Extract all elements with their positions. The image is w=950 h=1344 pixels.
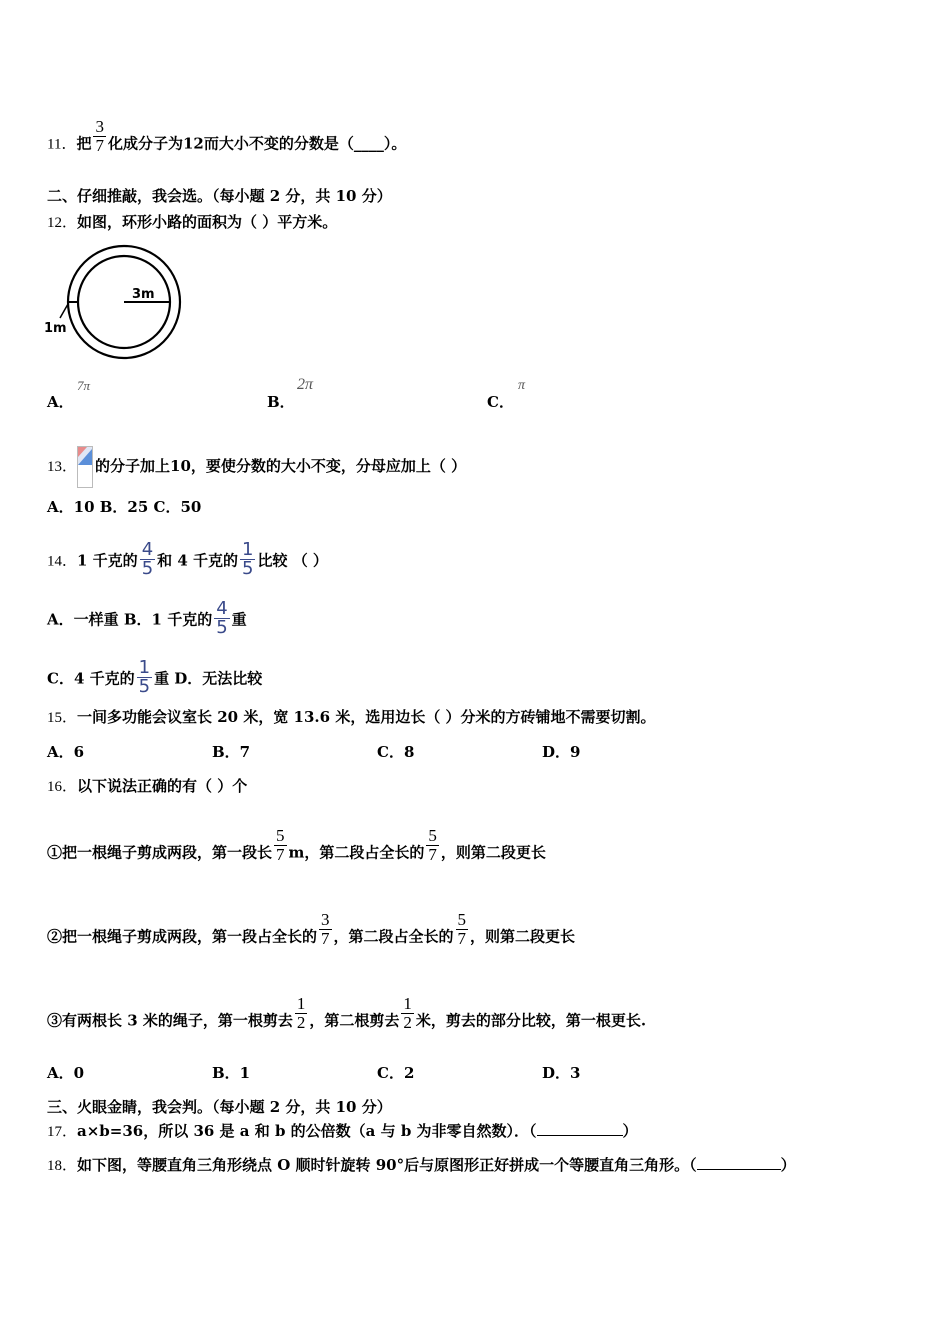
q12-option-b[interactable]: B．	[267, 393, 295, 411]
q16-statement-2	[47, 910, 576, 956]
statement-text: ，则第二段更长	[470, 927, 576, 946]
q14-option-ab-text: A．一样重 B．1 千克的	[47, 610, 213, 629]
q16-statement-1	[47, 826, 546, 872]
q15-option-a[interactable]: A．6	[47, 743, 85, 761]
fraction-1-2: $\frac{1}{2}$	[296, 994, 306, 1032]
q16-option-b[interactable]: B．1	[212, 1064, 251, 1082]
question-number: 16．	[47, 779, 78, 795]
fraction-1-5: $\frac{1}{5}$	[138, 657, 151, 697]
q14-text-2: 和 4 千克的	[157, 551, 239, 570]
q18-text: 如下图，等腰直角三角形绕点 O 顺时针旋转 90°后与原图形正好拼成一个等腰直角三角形。（	[77, 1156, 697, 1174]
q16-option-a[interactable]: A．0	[47, 1064, 85, 1082]
ring-label-pointer	[60, 304, 68, 318]
fraction-1-5: $\frac{1}{5}$	[242, 539, 254, 579]
question-number: 13．	[47, 459, 78, 475]
question-number: 11．	[47, 136, 77, 153]
q17-end: ）	[622, 1122, 638, 1140]
q14-option-cd-tail: 重 D．无法比较	[154, 669, 263, 688]
q18-end: ）	[780, 1156, 796, 1174]
q15-option-c[interactable]: C．8	[377, 743, 415, 761]
statement-text: 米，剪去的部分比较，第一根更长.	[415, 1011, 647, 1030]
q12-text: 如图，环形小路的面积为（ ）平方米。	[77, 213, 338, 231]
broken-image-icon	[77, 446, 93, 488]
question-13	[47, 446, 466, 488]
question-18	[47, 1155, 796, 1176]
fraction-1-2: $\frac{1}{2}$	[403, 994, 412, 1032]
q12-option-c[interactable]: C．	[487, 393, 514, 411]
q12-option-c-value: π	[518, 378, 526, 393]
section-3-title: 三、火眼金睛，我会判。（每小题 2 分，共 10 分）	[47, 1098, 392, 1116]
fraction-3-7: $\frac{3}{7}$	[321, 910, 330, 948]
q16-text: 以下说法正确的有（ ）个	[77, 777, 248, 795]
q14-option-c-text: C．4 千克的	[47, 669, 135, 688]
ring-path-figure	[40, 240, 190, 370]
q16-statement-3	[47, 994, 647, 1040]
q15-option-d[interactable]: D．9	[542, 743, 581, 761]
q14-options-ab[interactable]	[47, 598, 247, 639]
q13-options[interactable]: A．10 B．25 C．50	[47, 498, 202, 516]
statement-text: ，则第二段更长	[440, 843, 546, 862]
fraction-5-7: $\frac{5}{7}$	[276, 826, 285, 864]
question-17	[47, 1121, 638, 1142]
q15-option-b[interactable]: B．7	[212, 743, 251, 761]
q13-text: 的分子加上10，要使分数的大小不变，分母应加上（ ）	[95, 457, 467, 475]
fraction-4-5: $\frac{4}{5}$	[141, 539, 154, 579]
q12-option-b-value: 2π	[297, 376, 314, 393]
q17-text: a×b=36，所以 36 是 a 和 b 的公倍数（a 与 b 为非零自然数）．（	[77, 1122, 537, 1140]
question-number: 18．	[47, 1158, 78, 1174]
q12-option-a-value: 7π	[77, 378, 91, 393]
inner-radius-label: 3m	[132, 287, 155, 302]
statement-text: ②把一根绳子剪成两段，第一段占全长的	[47, 927, 318, 946]
question-14	[47, 539, 328, 580]
question-number: 12．	[47, 215, 78, 231]
answer-blank[interactable]	[697, 1155, 781, 1170]
section-2-title: 二、仔细推敲，我会选。（每小题 2 分，共 10 分）	[47, 187, 392, 205]
q16-option-c[interactable]: C．2	[377, 1064, 415, 1082]
q14-text-1: 1 千克的	[77, 551, 138, 570]
q14-text-3: 比较 （ ）	[257, 551, 328, 570]
question-11	[47, 117, 407, 163]
statement-text: ①把一根绳子剪成两段，第一段长	[47, 843, 273, 862]
q15-text: 一间多功能会议室长 20 米，宽 13.6 米，选用边长（ ）分米的方砖铺地不需要切割。	[77, 708, 656, 726]
question-number: 15．	[47, 710, 78, 726]
statement-text: ③有两根长 3 米的绳子，第一根剪去	[47, 1011, 293, 1030]
ring-width-label: 1m	[44, 321, 67, 336]
question-15	[47, 707, 656, 728]
q14-option-b-tail: 重	[231, 610, 247, 629]
q12-option-a[interactable]: A．	[47, 393, 74, 411]
fraction-5-7: $\frac{5}{7}$	[428, 826, 437, 864]
q14-options-cd[interactable]	[47, 657, 263, 698]
statement-text: ，第二段占全长的	[333, 927, 454, 946]
question-number: 17．	[47, 1124, 78, 1140]
question-number: 14．	[47, 553, 78, 570]
statement-text: ，第二根剪去	[309, 1011, 400, 1030]
q16-option-d[interactable]: D．3	[542, 1064, 581, 1082]
statement-text: m，第二段占全长的	[288, 843, 425, 862]
q11-pre: 把	[76, 134, 92, 153]
question-12	[47, 212, 337, 233]
question-16	[47, 776, 247, 797]
answer-blank[interactable]	[537, 1121, 623, 1136]
fraction-4-5: $\frac{4}{5}$	[216, 598, 228, 638]
q11-text: 化成分子为12而大小不变的分数是（____）。	[107, 134, 407, 153]
fraction-3-7: $\frac{3}{7}$	[95, 117, 104, 155]
fraction-5-7: $\frac{5}{7}$	[457, 910, 467, 948]
